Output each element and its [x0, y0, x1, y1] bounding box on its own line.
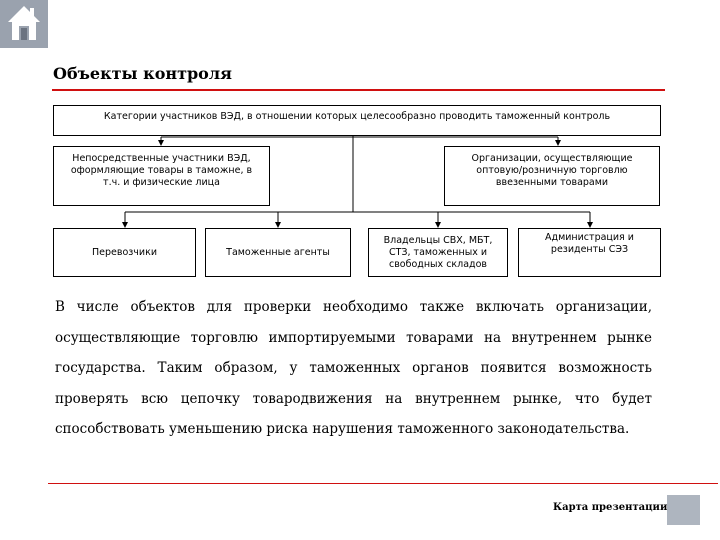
- nav-square-button[interactable]: [667, 495, 700, 525]
- box-line: Владельцы СВХ, МБТ,: [383, 234, 493, 246]
- diagram-box-direct-participants: [53, 146, 270, 206]
- box-line: Перевозчики: [91, 246, 158, 258]
- box-line: резиденты СЭЗ: [550, 244, 629, 255]
- box-line: оптовую/розничную торговлю: [476, 165, 628, 176]
- diagram-box-categories: [53, 105, 661, 136]
- box-line: ввезенными товарами: [495, 177, 609, 188]
- box-line: Организации, осуществляющие: [471, 153, 633, 164]
- footer-divider: [48, 483, 718, 484]
- box-line: Непосредственные участники ВЭД,: [72, 153, 251, 164]
- presentation-map-link[interactable]: Карта презентации: [553, 502, 668, 513]
- diagram-box-customs-agents: [205, 228, 351, 277]
- box-line: оформляющие товары в таможне, в: [70, 165, 253, 176]
- body-paragraph: В числе объектов для проверки необходимо также включать организации, осуществляющие торговлю импортируемыми товарами на внутреннем рынке государства. Таким образом, у таможенных органов появится возможность проверять всю цепочку товародвижения на внутреннем рынке, что будет способствовать уменьшению риска нарушения таможенного законодательства.: [55, 299, 652, 437]
- box-text: Категории участников ВЭД, в отношении которых целесообразно проводить таможенный контроль: [103, 111, 611, 122]
- box-line: Администрация и: [545, 232, 634, 243]
- box-line: т.ч. и физические лица: [103, 177, 220, 188]
- box-line: Таможенные агенты: [226, 246, 330, 258]
- box-line: СТЗ, таможенных и: [388, 246, 488, 258]
- diagram-box-carriers: [53, 228, 196, 277]
- box-line: свободных складов: [388, 258, 488, 270]
- diagram-box-trade-organizations: [444, 146, 660, 206]
- page-title: Объекты контроля: [53, 64, 232, 83]
- diagram-box-sez-residents: [518, 228, 661, 277]
- diagram-box-warehouse-owners: [368, 228, 508, 277]
